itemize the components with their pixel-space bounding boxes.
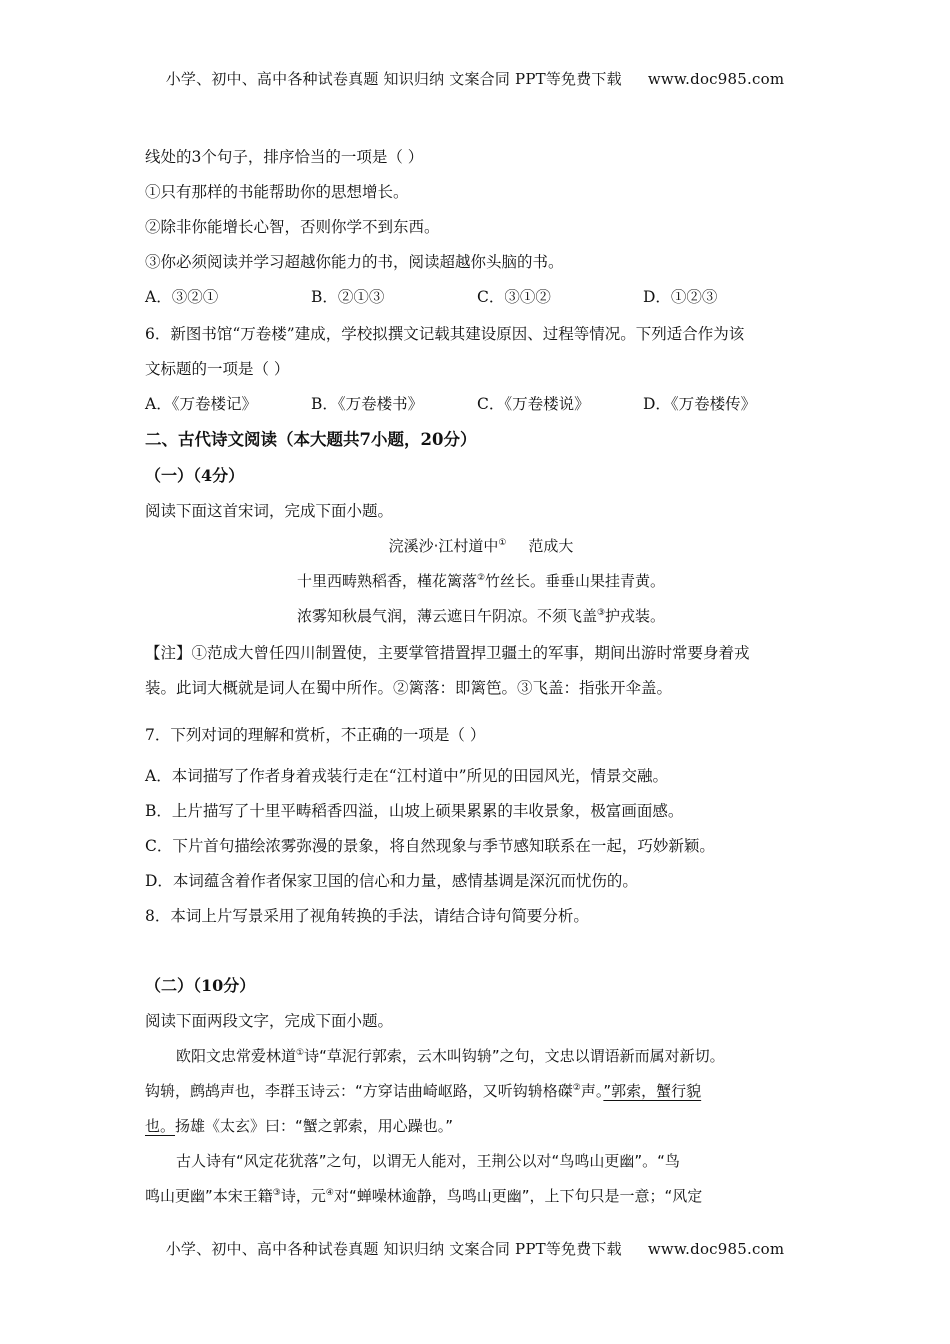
q7-stem-pre: 7．下列对词的理解和赏析， [145, 726, 341, 744]
q6-option-d[interactable]: D．《万卷楼传》 [643, 395, 757, 413]
q5-option-c[interactable]: C．③①② [477, 288, 551, 306]
passage-1-emph: 爱 [251, 1047, 267, 1065]
q7-option-a[interactable]: A．本词描写了作者身着戎装行走在“江村道中”所见的田园风光，情景交融。 [145, 767, 669, 785]
passage-1-underlined-1: ”郭索，蟹行貌 [603, 1082, 702, 1100]
q7-option-d[interactable]: D．本词蕴含着作者保家卫国的信心和力量，感情基调是深沉而忧伤的。 [145, 872, 638, 890]
poem-line-2b: 护戎装。 [605, 607, 666, 625]
q7-emph-1: 不 [340, 726, 357, 744]
page-header [0, 68, 950, 89]
passage-1-line-3-text: 扬雄《太玄》曰：“蟹之郭索，用心躁也。” [175, 1117, 454, 1135]
passage-1-line-2 [145, 1074, 817, 1109]
passage-1-line-2b: 声。 [580, 1082, 604, 1100]
passage-2-line-2 [145, 1179, 817, 1214]
q5-stem: 线处的3个句子，排序恰当的一项是（ ） [145, 148, 424, 166]
q5-option-d[interactable]: D．①②③ [643, 288, 718, 306]
part-1-intro: 阅读下面这首宋词，完成下面小题。 [145, 502, 394, 520]
passage-2-line-1: 古人诗有“风定花犹落”之句，以谓无人能对，王荆公以对“鸟鸣山更幽”。“鸟 [176, 1152, 680, 1170]
poem-title-line [145, 529, 817, 564]
poem-annotation-1: 【注】①范成大曾任四川制置使，主要掌管措置捍卫疆土的军事，期间出游时常要身着戎 [145, 644, 750, 662]
poem-line-2a: 浓雾知秋晨气润，薄云遮日午阴凉。不须飞盖 [296, 607, 597, 625]
poem-line-1b: 竹丝长。垂垂山果挂青黄。 [485, 572, 666, 590]
poem-line-1a: 十里西畴熟稻香，槿花篱落 [296, 572, 477, 590]
q5-option-b[interactable]: B．②①③ [311, 288, 385, 306]
poem-note-3: ③ [596, 608, 606, 618]
passage-1-line-1 [145, 1039, 817, 1074]
q5-options [145, 280, 817, 315]
document-body [145, 140, 817, 1214]
passage-1-underlined-2: 也。 [145, 1117, 176, 1135]
poem-line-2 [145, 599, 817, 634]
q7-stem-post: 的一项是（ ） [387, 726, 486, 744]
q6-line-1: 6．新图书馆“万卷楼”建成，学校拟撰文记载其建设原因、过程等情况。下列适合作为该 [145, 325, 745, 343]
q7-emph-3: 确 [371, 726, 388, 744]
q6-option-a[interactable]: A．《万卷楼记》 [145, 395, 257, 413]
part-2-title: （二）（10分） [145, 976, 256, 995]
passage-2-line-2b: 诗，元 [280, 1187, 326, 1205]
header-url[interactable]: www.doc985.com [647, 70, 785, 88]
q8-stem: 8．本词上片写景采用了视角转换的手法，请结合诗句简要分析。 [145, 907, 589, 925]
poem-title: 浣溪沙·江村道中 [388, 537, 499, 555]
passage-1-note-1: ① [296, 1048, 305, 1058]
q5-sentence-1: ①只有那样的书能帮助你的思想增长。 [145, 183, 409, 201]
poem-note-2: ② [476, 573, 486, 583]
poem-annotation-2: 装。此词大概就是词人在蜀中所作。②篱落：即篱笆。③飞盖：指张开伞盖。 [145, 679, 673, 697]
footer-text: 小学、初中、高中各种试卷真题 知识归纳 文案合同 PPT等免费下载 [165, 1240, 622, 1258]
poem-line-1 [145, 564, 817, 599]
q7-stem [145, 718, 817, 753]
q6-options [145, 387, 817, 422]
q5-option-a[interactable]: A．③②① [145, 288, 219, 306]
passage-1-line-2a: 钩辀，鹧鸪声也，李群玉诗云：“方穿诘曲崎岖路，又听钩辀格磔 [145, 1082, 573, 1100]
part-1-title: （一）（4分） [145, 466, 245, 485]
passage-1-text-b: 林道 [266, 1047, 297, 1065]
passage-2-note-3: ③ [272, 1188, 281, 1198]
q7-emph-2: 正 [356, 726, 372, 744]
page-footer [0, 1238, 950, 1259]
passage-1-text-a: 欧阳文忠常 [176, 1047, 252, 1065]
q5-sentence-3: ③你必须阅读并学习超越你能力的书，阅读超越你头脑的书。 [145, 253, 564, 271]
poem-author: 范成大 [528, 537, 574, 555]
part-2-intro: 阅读下面两段文字，完成下面小题。 [145, 1012, 394, 1030]
header-text: 小学、初中、高中各种试卷真题 知识归纳 文案合同 PPT等免费下载 [165, 70, 622, 88]
passage-2-line-2a: 鸣山更幽”本宋王籍 [145, 1187, 273, 1205]
section-2-title: 二、古代诗文阅读（本大题共7小题，20分） [145, 430, 477, 449]
q7-option-b[interactable]: B．上片描写了十里平畴稻香四溢，山坡上硕果累累的丰收景象，极富画面感。 [145, 802, 684, 820]
q5-sentence-2: ②除非你能增长心智，否则你学不到东西。 [145, 218, 440, 236]
footer-url[interactable]: www.doc985.com [647, 1240, 785, 1258]
passage-1-line-3 [145, 1109, 817, 1144]
q6-line-2: 文标题的一项是（ ） [145, 360, 290, 378]
q6-option-b[interactable]: B．《万卷楼书》 [311, 395, 424, 413]
q7-option-c[interactable]: C．下片首句描绘浓雾弥漫的景象，将自然现象与季节感知联系在一起，巧妙新颖。 [145, 837, 715, 855]
q6-option-c[interactable]: C．《万卷楼说》 [477, 395, 590, 413]
passage-1-text-c: 诗“草泥行郭索，云木叫钩辀”之句，文忠以谓语新而属对新切。 [304, 1047, 725, 1065]
passage-2-line-2c: 对“蝉噪林逾静，鸟鸣山更幽”，上下句只是一意；“风定 [333, 1187, 703, 1205]
passage-2-note-4: ④ [325, 1188, 334, 1198]
passage-1-note-2: ② [572, 1083, 581, 1093]
poem-note-1: ① [498, 538, 507, 548]
